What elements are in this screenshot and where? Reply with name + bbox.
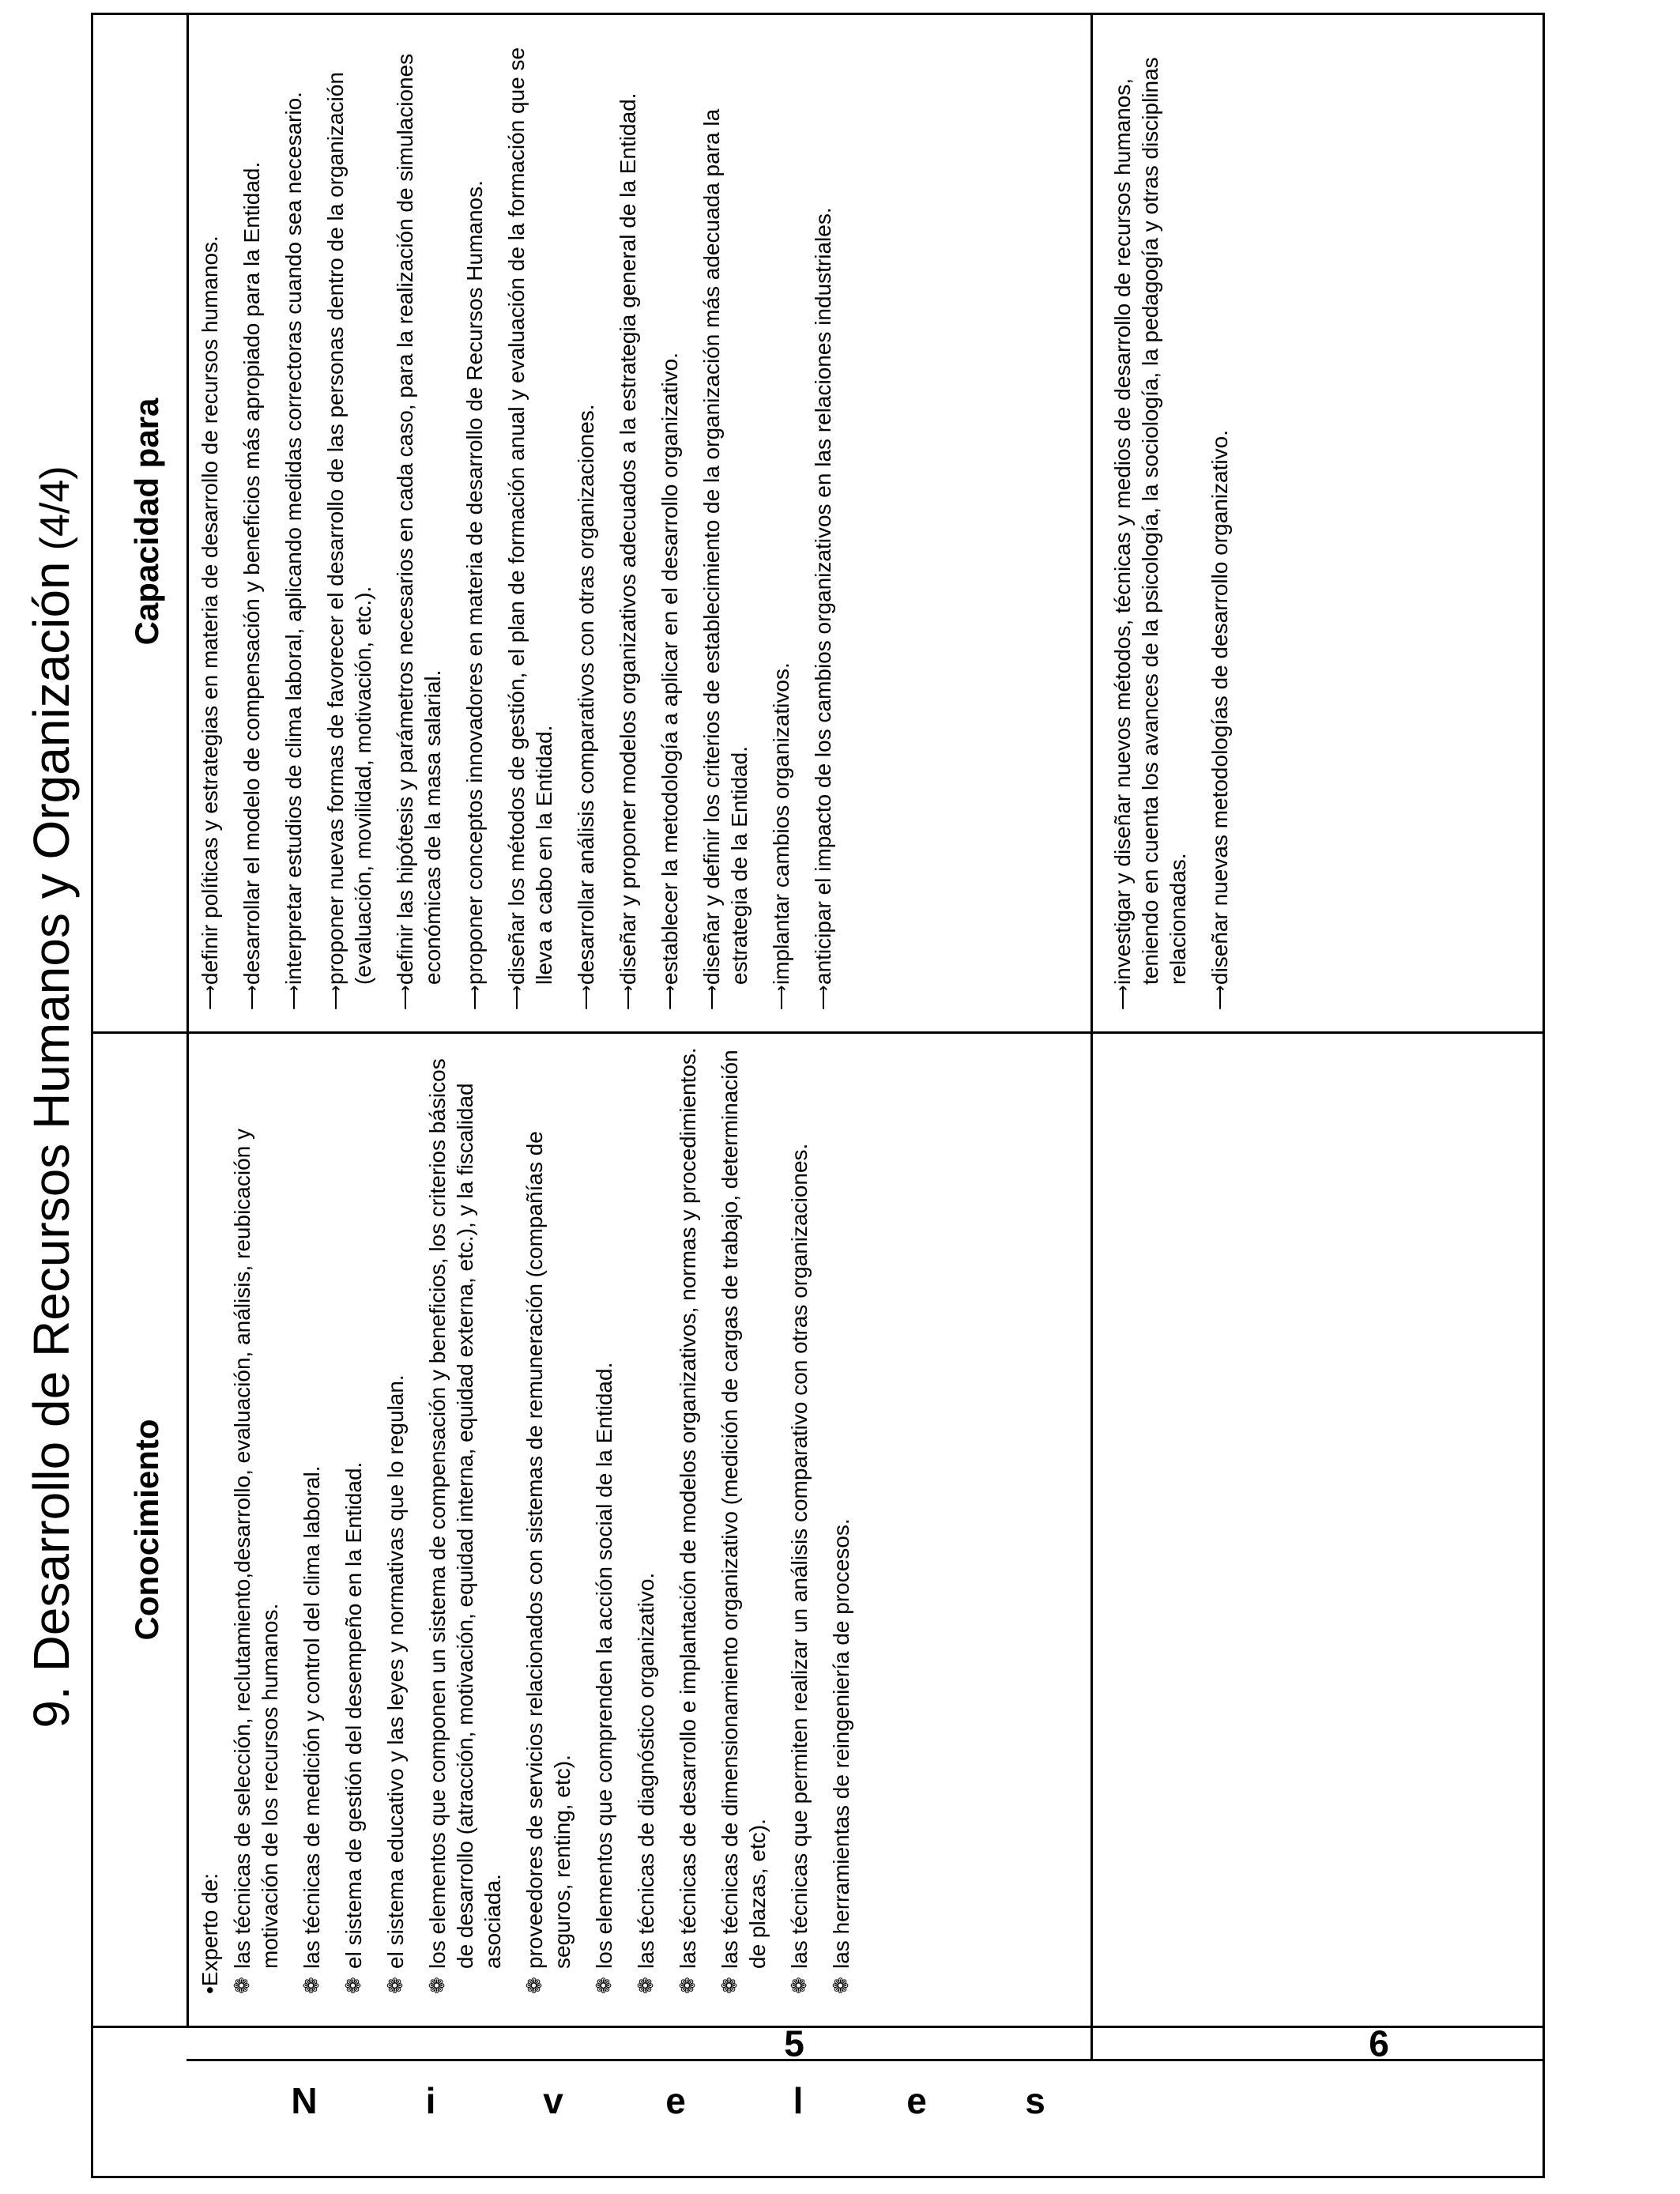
- knowledge-capacity-divider: [93, 1031, 1543, 1034]
- title-suffix: (4/4): [32, 466, 78, 551]
- bullet-icon: ⟶: [1113, 985, 1132, 1010]
- list-item-text: establecer la metodología a aplicar en el desarrollo organizativo.: [657, 352, 682, 985]
- header-divider: [186, 15, 189, 2026]
- list-item: [382, 1046, 409, 1994]
- bullet-icon: ⟶: [618, 985, 638, 1010]
- bullet-icon: ❁: [522, 1977, 546, 1994]
- levels-letter: v: [543, 2080, 563, 2121]
- bullet-icon: ⟶: [576, 985, 596, 1010]
- list-item: [767, 30, 795, 1010]
- list-item: [1206, 30, 1234, 1010]
- bullet-icon: ❁: [341, 1977, 365, 1994]
- list-item-text: definir políticas y estrategias en materia de desarrollo de recursos humanos.: [198, 236, 222, 985]
- bullet-icon: ⟶: [284, 985, 303, 1010]
- list-item-text: investigar y diseñar nuevos métodos, técnicas y medios de desarrollo de recursos humanos, teniendo en cuenta los avances de la psicología, la sociología, la pedagogía y otras disciplinas relacionadas.: [1110, 57, 1190, 985]
- list-item: [196, 30, 224, 1010]
- header-knowledge: Conocimiento: [128, 1419, 165, 1641]
- bullet-icon: ❁: [425, 1977, 449, 1994]
- list-item-text: las técnicas de diagnóstico organizativo.: [634, 1572, 658, 1969]
- list-item: [572, 30, 600, 1010]
- list-item-text: las técnicas de desarrollo e implantación de modelos organizativos, normas y procedimientos.: [676, 1047, 700, 1969]
- bullet-icon: ⟶: [465, 985, 484, 1010]
- bullet-icon: ❁: [829, 1977, 853, 1994]
- level-5-capacity: [196, 30, 851, 1010]
- list-item: [238, 30, 266, 1010]
- level-number-6: 6: [1369, 2022, 1389, 2064]
- bullet-icon: ⟶: [395, 985, 415, 1010]
- level-number-5: 5: [784, 2022, 804, 2064]
- list-item: [827, 1046, 855, 1994]
- list-item-text: el sistema educativo y las leyes y normativas que lo regulan.: [383, 1374, 408, 1969]
- bullet-icon: ⟶: [200, 985, 220, 1010]
- levels-letter: e: [665, 2080, 686, 2121]
- header-capacity: Capacidad para: [128, 398, 165, 646]
- list-item: [674, 1046, 702, 1994]
- levels-letter: N: [291, 2080, 318, 2121]
- list-item: [698, 30, 753, 1010]
- level-6-capacity: [1109, 30, 1248, 1010]
- list-item: [656, 30, 684, 1010]
- list-item-text: diseñar nuevas metodologías de desarrollo organizativo.: [1207, 430, 1232, 985]
- bullet-icon: ❁: [634, 1977, 657, 1994]
- list-item: [322, 30, 377, 1010]
- list-item-text: las técnicas de medición y control del clima laboral.: [299, 1465, 324, 1969]
- knowledge-list: [228, 1046, 855, 1994]
- list-item: [424, 1046, 507, 1994]
- bullet-icon: ⟶: [660, 985, 680, 1010]
- bullet-icon: ❁: [383, 1977, 407, 1994]
- list-item: [809, 30, 837, 1010]
- bullet-icon: ❁: [299, 1977, 323, 1994]
- bullet-icon: ⟶: [702, 985, 721, 1010]
- list-item-text: las técnicas que permiten realizar un análisis comparativo con otras organizaciones.: [787, 1143, 812, 1969]
- knowledge-lead: •Experto de:: [198, 1872, 222, 1994]
- levels-letter: l: [793, 2080, 804, 2121]
- level-divider: [1090, 15, 1093, 2061]
- list-item: [590, 1046, 618, 1994]
- list-item: [391, 30, 446, 1010]
- list-item: [521, 1046, 576, 1994]
- list-item: [503, 30, 558, 1010]
- list-item-text: los elementos que componen un sistema de compensación y beneficios, los criterios básicos de desarrollo (atracción, motivación, equidad interna, equidad externa, etc.), y la fiscalidad asociada.: [425, 1058, 505, 1969]
- list-item-text: proponer nuevas formas de favorecer el desarrollo de las personas dentro de la organización (evaluación, movilidad, motivación, etc.).: [323, 72, 375, 985]
- list-item-text: las herramientas de reingeniería de procesos.: [829, 1518, 853, 1969]
- levels-letter: e: [906, 2080, 927, 2121]
- list-item-text: desarrollar el modelo de compensación y beneficios más apropiado para la Entidad.: [239, 161, 264, 985]
- bullet-icon: ⟶: [1210, 985, 1230, 1010]
- capacity-list: [196, 30, 837, 1010]
- bullet-icon: ⟶: [813, 985, 833, 1010]
- bullet-icon: ⟶: [771, 985, 791, 1010]
- list-item: [716, 1046, 771, 1994]
- list-item-text: anticipar el impacto de los cambios organizativos en las relaciones industriales.: [811, 207, 835, 985]
- list-item: [1109, 30, 1192, 1010]
- bullet-icon: ⟶: [242, 985, 262, 1010]
- bullet-icon: ⟶: [507, 985, 526, 1010]
- list-item: [228, 1046, 284, 1994]
- bullet-icon: ❁: [592, 1977, 616, 1994]
- bullet-icon: ❁: [787, 1977, 811, 1994]
- list-item-text: implantar cambios organizativos.: [769, 662, 793, 985]
- list-item-text: interpretar estudios de clima laboral, aplicando medidas correctoras cuando sea necesario.: [281, 92, 306, 985]
- bullet-icon: ❁: [230, 1977, 254, 1994]
- list-item-text: diseñar los métodos de gestión, el plan de formación anual y evaluación de la formación que se lleva a cabo en la Entidad.: [504, 47, 556, 985]
- bullet-icon: ❁: [676, 1977, 699, 1994]
- list-item: [785, 1046, 813, 1994]
- list-item-text: desarrollar análisis comparativos con otras organizaciones.: [574, 404, 598, 985]
- list-item: [461, 30, 488, 1010]
- levels-letter: s: [1025, 2080, 1045, 2121]
- list-item-text: el sistema de gestión del desempeño en la Entidad.: [341, 1461, 366, 1969]
- list-item-text: las técnicas de selección, reclutamiento,desarrollo, evaluación, análisis, reubicación y motivación de los recursos humanos.: [230, 1128, 282, 1969]
- list-item: [280, 30, 307, 1010]
- list-item-text: los elementos que comprenden la acción social de la Entidad.: [592, 1362, 616, 1969]
- levels-label: [156, 2026, 1089, 2176]
- list-item-text: proveedores de servicios relacionados con sistemas de remuneración (compañías de seguros, renting, etc).: [522, 1131, 574, 1969]
- level-5-knowledge: [196, 1046, 869, 1994]
- list-item-text: definir las hipótesis y parámetros necesarios en cada caso, para la realización de simulaciones económicas de la masa salarial.: [393, 53, 445, 985]
- bullet-icon: ⟶: [326, 985, 345, 1010]
- page-title: [22, 0, 81, 2194]
- list-item: [614, 30, 642, 1010]
- title-text: 9. Desarrollo de Recursos Humanos y Organización: [23, 561, 80, 1728]
- competency-table: [91, 13, 1545, 2178]
- list-item: [632, 1046, 660, 1994]
- list-item-text: diseñar y definir los criterios de establecimiento de la organización más adecuada para la estrategia de la Entidad.: [699, 108, 751, 985]
- capacity-list: [1109, 30, 1234, 1010]
- list-item: [340, 1046, 367, 1994]
- levels-letter: i: [425, 2080, 436, 2121]
- list-item-text: las técnicas de dimensionamiento organizativo (medición de cargas de trabajo, determinación de plazas, etc).: [718, 1050, 770, 1969]
- list-item-text: proponer conceptos innovadores en materia de desarrollo de Recursos Humanos.: [462, 180, 487, 985]
- bullet-icon: ❁: [718, 1977, 741, 1994]
- list-item-text: diseñar y proponer modelos organizativos adecuados a la estrategia general de la Entidad.: [616, 92, 640, 985]
- list-item: [298, 1046, 326, 1994]
